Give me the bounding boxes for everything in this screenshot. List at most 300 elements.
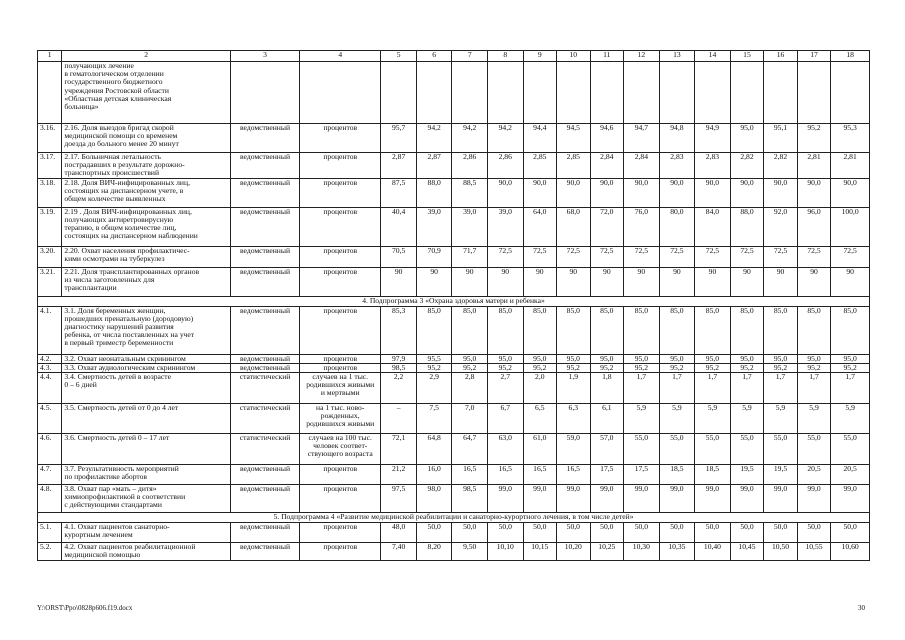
unit-of-measure: процентов bbox=[300, 207, 381, 246]
value-cell: 97,9 bbox=[381, 354, 417, 363]
value-cell: 71,7 bbox=[452, 246, 488, 267]
table-row bbox=[38, 465, 870, 485]
value-cell: 5,9 bbox=[831, 404, 870, 434]
value-cell: 50,0 bbox=[831, 523, 870, 543]
value-cell: 95,0 bbox=[452, 354, 488, 363]
data-source: ведомственный bbox=[231, 207, 300, 246]
value-cell: 95,2 bbox=[797, 124, 831, 153]
row-number: 4.1. bbox=[38, 306, 62, 354]
indicator-name: 2.18. Доля ВИЧ-инфицированных лиц, состоящих на диспансерном учете, в общем количестве выявленных bbox=[62, 178, 231, 207]
indicator-name: 2.16. Доля выездов бригад скорой медицинской помощи со временем доезда до больного менее 20 минут bbox=[62, 124, 231, 153]
column-number-header: 13 bbox=[659, 51, 695, 62]
value-cell: 50,0 bbox=[695, 523, 731, 543]
value-cell: 70,9 bbox=[416, 246, 452, 267]
value-cell: 50,0 bbox=[590, 523, 624, 543]
column-number-header: 8 bbox=[487, 51, 523, 62]
value-cell: 6,5 bbox=[523, 404, 557, 434]
unit-of-measure: процентов bbox=[300, 178, 381, 207]
unit-of-measure: случаев на 1 тыс. родившихся живыми и мертвыми bbox=[300, 373, 381, 404]
table-row bbox=[38, 153, 870, 179]
value-cell bbox=[695, 62, 731, 124]
value-cell: 95,0 bbox=[659, 354, 695, 363]
data-source: ведомственный bbox=[231, 178, 300, 207]
value-cell: 39,0 bbox=[487, 207, 523, 246]
column-number-header: 10 bbox=[557, 51, 591, 62]
value-cell: 2,81 bbox=[797, 153, 831, 179]
value-cell: 95,1 bbox=[764, 124, 798, 153]
column-number-header: 9 bbox=[523, 51, 557, 62]
value-cell: 18,5 bbox=[659, 465, 695, 485]
value-cell: 95,2 bbox=[797, 363, 831, 372]
value-cell: 2,83 bbox=[659, 153, 695, 179]
value-cell bbox=[831, 62, 870, 124]
column-number-header: 2 bbox=[62, 51, 231, 62]
value-cell: 99,0 bbox=[487, 485, 523, 513]
value-cell: 55,0 bbox=[695, 434, 731, 465]
value-cell: 95,2 bbox=[416, 363, 452, 372]
unit-of-measure: процентов bbox=[300, 543, 381, 561]
value-cell: 10,50 bbox=[764, 543, 798, 561]
column-number-header: 1 bbox=[38, 51, 62, 62]
value-cell: 50,0 bbox=[452, 523, 488, 543]
row-number: 5.2. bbox=[38, 543, 62, 561]
value-cell: 90 bbox=[523, 267, 557, 296]
row-number: 4.3. bbox=[38, 363, 62, 372]
row-number: 4.8. bbox=[38, 485, 62, 513]
value-cell: 2,86 bbox=[452, 153, 488, 179]
value-cell: 90 bbox=[764, 267, 798, 296]
value-cell: 2,7 bbox=[487, 373, 523, 404]
value-cell: 94,9 bbox=[695, 124, 731, 153]
footer-file-path: Y:\ORST\Ppo\0828p606.f19.docx bbox=[37, 604, 133, 612]
row-number: 4.2. bbox=[38, 354, 62, 363]
value-cell: 94,7 bbox=[624, 124, 660, 153]
data-source: ведомственный bbox=[231, 306, 300, 354]
value-cell: 85,0 bbox=[487, 306, 523, 354]
value-cell: 90,0 bbox=[523, 178, 557, 207]
value-cell: 90 bbox=[557, 267, 591, 296]
value-cell: 72,5 bbox=[730, 246, 764, 267]
value-cell: 95,2 bbox=[764, 363, 798, 372]
subprogram-header-row bbox=[38, 296, 870, 306]
indicator-name: 3.6. Смертность детей 0 – 17 лет bbox=[62, 434, 231, 465]
value-cell: 100,0 bbox=[831, 207, 870, 246]
value-cell: 2,86 bbox=[487, 153, 523, 179]
value-cell: 59,0 bbox=[557, 434, 591, 465]
value-cell: 95,0 bbox=[487, 354, 523, 363]
value-cell: 50,0 bbox=[764, 523, 798, 543]
row-number: 4.7. bbox=[38, 465, 62, 485]
value-cell: 10,10 bbox=[487, 543, 523, 561]
value-cell: 2,85 bbox=[557, 153, 591, 179]
data-source: ведомственный bbox=[231, 363, 300, 372]
value-cell: 90 bbox=[695, 267, 731, 296]
value-cell: 95,0 bbox=[797, 354, 831, 363]
value-cell: 2,0 bbox=[523, 373, 557, 404]
value-cell: 85,3 bbox=[381, 306, 417, 354]
value-cell: 95,2 bbox=[730, 363, 764, 372]
value-cell: 57,0 bbox=[590, 434, 624, 465]
value-cell: 90 bbox=[590, 267, 624, 296]
value-cell: 90 bbox=[730, 267, 764, 296]
value-cell: 90 bbox=[452, 267, 488, 296]
value-cell: 85,0 bbox=[831, 306, 870, 354]
value-cell: 68,0 bbox=[557, 207, 591, 246]
value-cell: 90,0 bbox=[590, 178, 624, 207]
column-number-header: 7 bbox=[452, 51, 488, 62]
value-cell: 84,0 bbox=[695, 207, 731, 246]
row-number: 3.20. bbox=[38, 246, 62, 267]
value-cell: 72,5 bbox=[557, 246, 591, 267]
value-cell: 72,5 bbox=[831, 246, 870, 267]
value-cell: 94,4 bbox=[523, 124, 557, 153]
unit-of-measure: процентов bbox=[300, 354, 381, 363]
value-cell: 72,0 bbox=[590, 207, 624, 246]
value-cell: 94,6 bbox=[590, 124, 624, 153]
value-cell: 96,0 bbox=[797, 207, 831, 246]
data-source bbox=[231, 62, 300, 124]
value-cell: 2,2 bbox=[381, 373, 417, 404]
data-source: статистический bbox=[231, 404, 300, 434]
unit-of-measure: процентов bbox=[300, 523, 381, 543]
table-row bbox=[38, 267, 870, 296]
value-cell: 90,0 bbox=[695, 178, 731, 207]
value-cell: 70,5 bbox=[381, 246, 417, 267]
value-cell: 95,0 bbox=[590, 354, 624, 363]
row-number: 3.16. bbox=[38, 124, 62, 153]
value-cell: 10,55 bbox=[797, 543, 831, 561]
value-cell: 95,3 bbox=[831, 124, 870, 153]
table-row bbox=[38, 373, 870, 404]
column-number-header: 4 bbox=[300, 51, 381, 62]
value-cell: 2,87 bbox=[381, 153, 417, 179]
value-cell: 6,7 bbox=[487, 404, 523, 434]
value-cell bbox=[797, 62, 831, 124]
table-row bbox=[38, 246, 870, 267]
table-row bbox=[38, 178, 870, 207]
value-cell: 10,45 bbox=[730, 543, 764, 561]
value-cell: 55,0 bbox=[730, 434, 764, 465]
subprogram-header-row bbox=[38, 513, 870, 523]
value-cell: 72,5 bbox=[764, 246, 798, 267]
value-cell: 95,5 bbox=[416, 354, 452, 363]
value-cell: 5,9 bbox=[695, 404, 731, 434]
value-cell: 99,0 bbox=[730, 485, 764, 513]
value-cell: 2,82 bbox=[764, 153, 798, 179]
value-cell: 90 bbox=[659, 267, 695, 296]
value-cell: 95,2 bbox=[523, 363, 557, 372]
value-cell: 98,0 bbox=[416, 485, 452, 513]
value-cell: 95,0 bbox=[557, 354, 591, 363]
value-cell: 85,0 bbox=[416, 306, 452, 354]
value-cell: 90,0 bbox=[659, 178, 695, 207]
value-cell: 95,2 bbox=[831, 363, 870, 372]
header-row bbox=[38, 51, 870, 62]
value-cell: 20,5 bbox=[831, 465, 870, 485]
row-number: 5.1. bbox=[38, 523, 62, 543]
unit-of-measure: процентов bbox=[300, 306, 381, 354]
value-cell: 95,2 bbox=[695, 363, 731, 372]
column-number-header: 11 bbox=[590, 51, 624, 62]
value-cell: 88,0 bbox=[730, 207, 764, 246]
data-source: ведомственный bbox=[231, 267, 300, 296]
value-cell: 72,5 bbox=[695, 246, 731, 267]
value-cell: 2,9 bbox=[416, 373, 452, 404]
value-cell: 55,0 bbox=[764, 434, 798, 465]
value-cell: 64,7 bbox=[452, 434, 488, 465]
data-source: ведомственный bbox=[231, 485, 300, 513]
column-number-header: 6 bbox=[416, 51, 452, 62]
value-cell: 90 bbox=[487, 267, 523, 296]
value-cell: 99,0 bbox=[659, 485, 695, 513]
value-cell: 1,7 bbox=[695, 373, 731, 404]
indicators-table bbox=[37, 50, 870, 561]
value-cell: 2,85 bbox=[523, 153, 557, 179]
value-cell: 1,7 bbox=[797, 373, 831, 404]
value-cell: 95,2 bbox=[452, 363, 488, 372]
value-cell: 99,0 bbox=[590, 485, 624, 513]
row-number: 4.5. bbox=[38, 404, 62, 434]
value-cell: 55,0 bbox=[831, 434, 870, 465]
row-number bbox=[38, 62, 62, 124]
value-cell: 16,5 bbox=[557, 465, 591, 485]
data-source: статистический bbox=[231, 373, 300, 404]
column-number-header: 17 bbox=[797, 51, 831, 62]
data-source: ведомственный bbox=[231, 246, 300, 267]
value-cell bbox=[624, 62, 660, 124]
value-cell: 19,5 bbox=[730, 465, 764, 485]
value-cell: 7,0 bbox=[452, 404, 488, 434]
value-cell: 88,0 bbox=[416, 178, 452, 207]
value-cell: 50,0 bbox=[624, 523, 660, 543]
column-number-header: 15 bbox=[730, 51, 764, 62]
value-cell: 80,0 bbox=[659, 207, 695, 246]
unit-of-measure: процентов bbox=[300, 267, 381, 296]
value-cell: 72,5 bbox=[487, 246, 523, 267]
value-cell: 95,0 bbox=[730, 124, 764, 153]
value-cell: 50,0 bbox=[557, 523, 591, 543]
value-cell: 1,7 bbox=[831, 373, 870, 404]
value-cell bbox=[487, 62, 523, 124]
column-number-header: 5 bbox=[381, 51, 417, 62]
indicator-name: 2.17. Больничная летальность пострадавших в результате дорожно- транспортных происшествий bbox=[62, 153, 231, 179]
unit-of-measure: на 1 тыс. ново- рожденных, родившихся живыми bbox=[300, 404, 381, 434]
value-cell: 9,50 bbox=[452, 543, 488, 561]
value-cell: 72,5 bbox=[624, 246, 660, 267]
value-cell bbox=[452, 62, 488, 124]
value-cell: 40,4 bbox=[381, 207, 417, 246]
value-cell: 72,1 bbox=[381, 434, 417, 465]
value-cell: 94,8 bbox=[659, 124, 695, 153]
value-cell: 6,1 bbox=[590, 404, 624, 434]
indicator-name: 4.1. Охват пациентов санаторно- курортным лечением bbox=[62, 523, 231, 543]
value-cell: 2,84 bbox=[590, 153, 624, 179]
value-cell: 90,0 bbox=[831, 178, 870, 207]
value-cell bbox=[730, 62, 764, 124]
value-cell: 1,7 bbox=[659, 373, 695, 404]
value-cell: 85,0 bbox=[624, 306, 660, 354]
unit-of-measure: процентов bbox=[300, 246, 381, 267]
unit-of-measure: процентов bbox=[300, 363, 381, 372]
value-cell: 95,2 bbox=[624, 363, 660, 372]
row-number: 3.17. bbox=[38, 153, 62, 179]
value-cell: 92,0 bbox=[764, 207, 798, 246]
column-number-header: 3 bbox=[231, 51, 300, 62]
value-cell: 76,0 bbox=[624, 207, 660, 246]
row-number: 3.21. bbox=[38, 267, 62, 296]
value-cell: 99,0 bbox=[523, 485, 557, 513]
value-cell: 10,20 bbox=[557, 543, 591, 561]
value-cell: 85,0 bbox=[590, 306, 624, 354]
value-cell: 16,5 bbox=[452, 465, 488, 485]
value-cell: 90 bbox=[624, 267, 660, 296]
value-cell: 18,5 bbox=[695, 465, 731, 485]
value-cell: 85,0 bbox=[797, 306, 831, 354]
subprogram-title: 5. Подпрограмма 4 «Развитие медицинской реабилитации и санаторно-курортного лечения, в том числе детей» bbox=[38, 513, 870, 523]
value-cell: 90 bbox=[797, 267, 831, 296]
table-row bbox=[38, 434, 870, 465]
value-cell: 10,35 bbox=[659, 543, 695, 561]
value-cell: 95,0 bbox=[624, 354, 660, 363]
value-cell: 2,81 bbox=[831, 153, 870, 179]
value-cell bbox=[764, 62, 798, 124]
value-cell: 95,0 bbox=[523, 354, 557, 363]
value-cell: 5,9 bbox=[730, 404, 764, 434]
value-cell: 90,0 bbox=[624, 178, 660, 207]
data-source: ведомственный bbox=[231, 124, 300, 153]
indicator-name: 3.8. Охват пар «мать – дитя» химиопрофилактикой в соответствии с действующими стандартами bbox=[62, 485, 231, 513]
column-number-header: 12 bbox=[624, 51, 660, 62]
value-cell: 2,84 bbox=[624, 153, 660, 179]
value-cell: 48,0 bbox=[381, 523, 417, 543]
value-cell: 50,0 bbox=[797, 523, 831, 543]
value-cell: 16,5 bbox=[523, 465, 557, 485]
value-cell: 50,0 bbox=[730, 523, 764, 543]
value-cell: 50,0 bbox=[487, 523, 523, 543]
value-cell: 85,0 bbox=[764, 306, 798, 354]
indicator-name: 4.2. Охват пациентов реабилитационной медицинской помощью bbox=[62, 543, 231, 561]
value-cell: 94,2 bbox=[487, 124, 523, 153]
value-cell: 99,0 bbox=[557, 485, 591, 513]
value-cell: 72,5 bbox=[659, 246, 695, 267]
row-number: 4.4. bbox=[38, 373, 62, 404]
table-row bbox=[38, 404, 870, 434]
indicator-name: получающих лечение в гематологическом отделении государственного бюджетного учреждения Ростовской области «Областная детская клиническая больница» bbox=[62, 62, 231, 124]
value-cell: 99,0 bbox=[764, 485, 798, 513]
value-cell: 99,0 bbox=[624, 485, 660, 513]
unit-of-measure: процентов bbox=[300, 465, 381, 485]
value-cell: 16,0 bbox=[416, 465, 452, 485]
value-cell: 99,0 bbox=[831, 485, 870, 513]
value-cell: 7,5 bbox=[416, 404, 452, 434]
value-cell: 95,0 bbox=[695, 354, 731, 363]
value-cell: 5,9 bbox=[624, 404, 660, 434]
value-cell: 7,40 bbox=[381, 543, 417, 561]
table-row bbox=[38, 543, 870, 561]
value-cell: 20,5 bbox=[797, 465, 831, 485]
value-cell: 94,2 bbox=[452, 124, 488, 153]
row-number: 3.19. bbox=[38, 207, 62, 246]
value-cell: 10,15 bbox=[523, 543, 557, 561]
value-cell: 94,2 bbox=[416, 124, 452, 153]
row-number: 4.6. bbox=[38, 434, 62, 465]
table-row bbox=[38, 124, 870, 153]
subprogram-title: 4. Подпрограмма 3 «Охрана здоровья матери и ребенка» bbox=[38, 296, 870, 306]
value-cell bbox=[659, 62, 695, 124]
value-cell: 90,0 bbox=[764, 178, 798, 207]
indicator-name: 3.7. Результативность мероприятий по профилактике абортов bbox=[62, 465, 231, 485]
value-cell: 64,0 bbox=[523, 207, 557, 246]
column-number-header: 16 bbox=[764, 51, 798, 62]
value-cell: 99,0 bbox=[797, 485, 831, 513]
data-source: ведомственный bbox=[231, 523, 300, 543]
value-cell: 2,82 bbox=[730, 153, 764, 179]
value-cell: 19,5 bbox=[764, 465, 798, 485]
value-cell: 72,5 bbox=[523, 246, 557, 267]
value-cell: 17,5 bbox=[624, 465, 660, 485]
value-cell: 95,0 bbox=[831, 354, 870, 363]
data-source: статистический bbox=[231, 434, 300, 465]
value-cell: 85,0 bbox=[695, 306, 731, 354]
value-cell: 88,5 bbox=[452, 178, 488, 207]
table-row bbox=[38, 485, 870, 513]
value-cell: 90,0 bbox=[797, 178, 831, 207]
value-cell: 98,5 bbox=[452, 485, 488, 513]
table-row bbox=[38, 62, 870, 124]
value-cell: 2,8 bbox=[452, 373, 488, 404]
unit-of-measure bbox=[300, 62, 381, 124]
unit-of-measure: процентов bbox=[300, 485, 381, 513]
value-cell: 21,2 bbox=[381, 465, 417, 485]
unit-of-measure: процентов bbox=[300, 124, 381, 153]
value-cell: 10,30 bbox=[624, 543, 660, 561]
value-cell: 5,9 bbox=[659, 404, 695, 434]
value-cell bbox=[416, 62, 452, 124]
value-cell: 8,20 bbox=[416, 543, 452, 561]
value-cell: 1,7 bbox=[764, 373, 798, 404]
value-cell: 72,5 bbox=[797, 246, 831, 267]
value-cell bbox=[557, 62, 591, 124]
value-cell: 55,0 bbox=[624, 434, 660, 465]
value-cell: 1,7 bbox=[730, 373, 764, 404]
indicator-name: 3.5. Смертность детей от 0 до 4 лет bbox=[62, 404, 231, 434]
data-source: ведомственный bbox=[231, 543, 300, 561]
indicator-name: 3.3. Охват аудиологическим скринингом bbox=[62, 363, 231, 372]
value-cell: 90,0 bbox=[557, 178, 591, 207]
value-cell: 95,2 bbox=[487, 363, 523, 372]
value-cell: 87,5 bbox=[381, 178, 417, 207]
value-cell: 95,2 bbox=[659, 363, 695, 372]
value-cell: 85,0 bbox=[523, 306, 557, 354]
value-cell: 2,87 bbox=[416, 153, 452, 179]
value-cell: 85,0 bbox=[557, 306, 591, 354]
value-cell: 10,40 bbox=[695, 543, 731, 561]
value-cell: 16,5 bbox=[487, 465, 523, 485]
value-cell: 90,0 bbox=[730, 178, 764, 207]
value-cell: 85,0 bbox=[730, 306, 764, 354]
data-source: ведомственный bbox=[231, 465, 300, 485]
value-cell: 2,83 bbox=[695, 153, 731, 179]
table-row bbox=[38, 306, 870, 354]
value-cell: 72,5 bbox=[590, 246, 624, 267]
indicator-name: 3.4. Смертность детей в возрасте 0 – 6 дней bbox=[62, 373, 231, 404]
value-cell: 95,0 bbox=[730, 354, 764, 363]
value-cell bbox=[523, 62, 557, 124]
indicator-name: 2.20. Охват населения профилактичес- кими осмотрами на туберкулез bbox=[62, 246, 231, 267]
value-cell: 94,5 bbox=[557, 124, 591, 153]
column-number-header: 18 bbox=[831, 51, 870, 62]
value-cell: 6,3 bbox=[557, 404, 591, 434]
